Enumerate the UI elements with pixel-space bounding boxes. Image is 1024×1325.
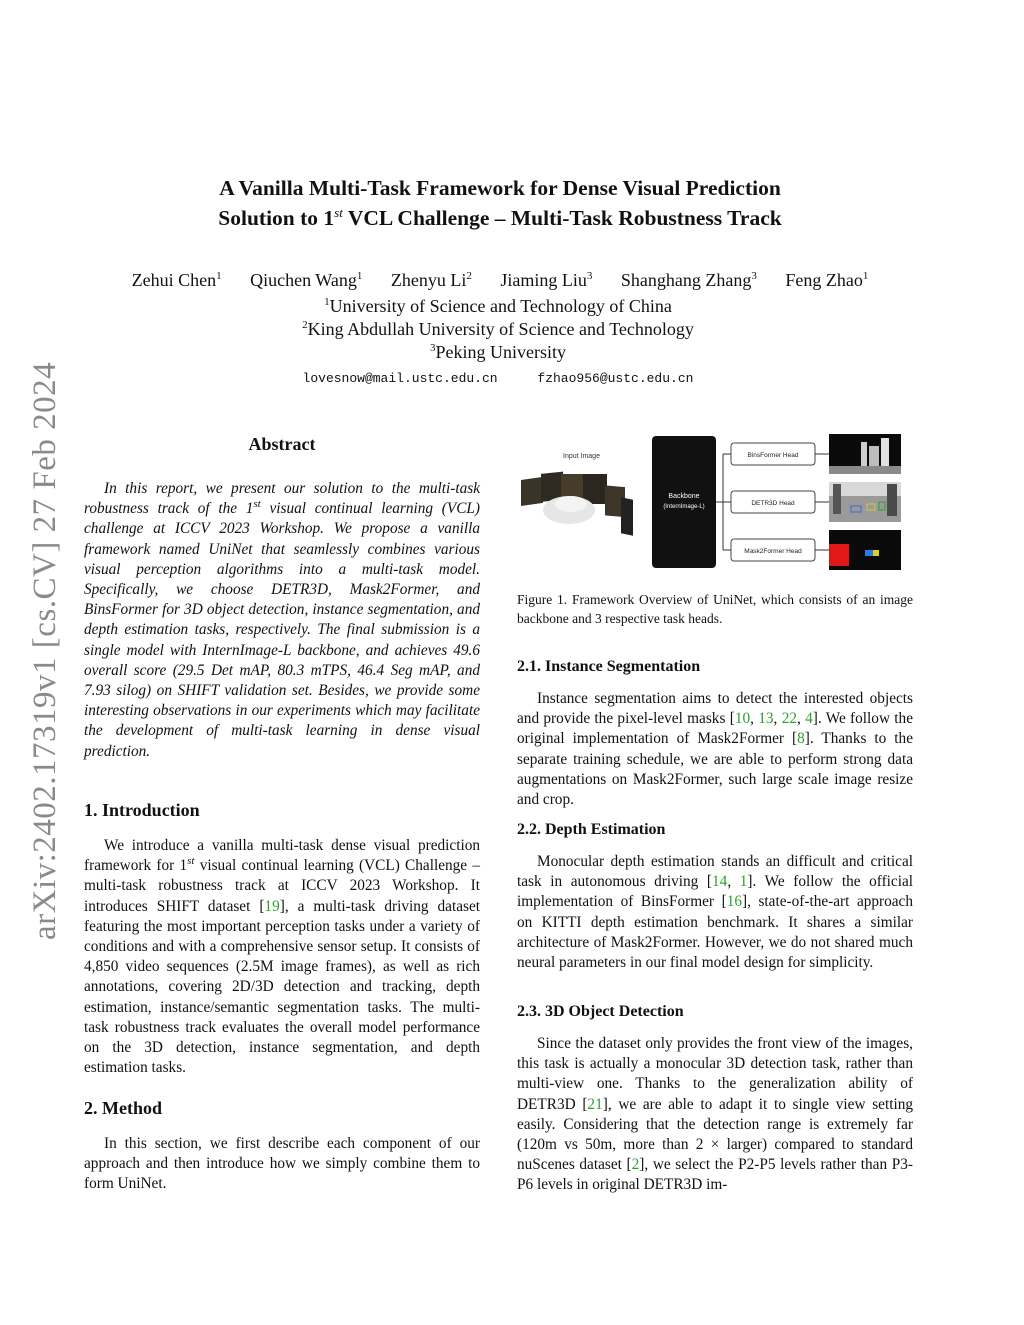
mask2former-head-label: Mask2Former Head <box>744 548 802 555</box>
citation-link[interactable]: 14 <box>712 873 728 891</box>
citation-link[interactable]: 8 <box>797 730 805 748</box>
figure-framework-overview <box>521 432 903 574</box>
author: Shanghang Zhang$^3$ <box>620 270 757 290</box>
section-heading-method: 2. Method <box>84 1098 162 1118</box>
citation-link[interactable]: 4 <box>805 710 813 728</box>
email: fzhao956@ustc.edu.cn <box>537 371 694 386</box>
citation-link[interactable]: 2 <box>631 1156 640 1174</box>
paper-title-line2: Solution to 1st VCL Challenge – Multi-Task Robustness Track <box>218 204 782 230</box>
input-image-label: Input Image <box>563 453 600 460</box>
backbone-sub-label: (InternImage-L) <box>663 504 705 510</box>
email: lovesnow@mail.ustc.edu.cn <box>302 371 498 386</box>
affiliation: $^2$King Abdullah University of Science and Technology <box>302 319 694 339</box>
author: Zehui Chen$^1$ <box>131 270 222 290</box>
abstract-heading: Abstract <box>248 434 316 454</box>
citation-link[interactable]: 1 <box>739 873 748 891</box>
author: Zhenyu Li$^2$ <box>390 270 472 290</box>
segmentation-output-image <box>829 530 901 570</box>
introduction-body: We introduce a vanilla multi-task dense visual prediction framework for 1st visual continual learning (VCL) Challenge – multi-task robustness track at ICCV 2023 Workshop. It introduces SHIFT dataset [19], a multi-task driving dataset featuring the most important perception tasks under a variety of conditions and with a comprehensive sensor setup. It consists of 4,850 video sequences (2.5M image frames), as well as rich annotations, covering 2D/3D detection and tracking, depth estimation, instance/semantic segmentation tasks. The multi-task robustness track evaluates the overall model performance on the 3D detection, instance segmentation, and depth estimation tasks. <box>84 837 480 1077</box>
framework-diagram <box>521 432 903 574</box>
arxiv-identifier: arXiv:2402.17319v1 [cs.CV] 27 Feb 2024 <box>27 361 63 940</box>
subsection-heading-depth-estimation: 2.2. Depth Estimation <box>517 821 666 838</box>
citation-link[interactable]: 16 <box>726 893 742 911</box>
3d-object-detection-body: Since the dataset only provides the front view of the images, this task is actually a monocular 3D detection task, rather than multi-view one. Thanks to the generalization ability of DETR3D [21], we are able to adapt it to single view setting easily. Considering that the detection range is extremely far (120m vs 50m, more than 2 × larger) compared to standard nuScenes dataset [2], we select the P2-P5 levels rather than P3-P6 levels in original DETR3D im- <box>517 1035 913 1194</box>
affiliation: $^3$Peking University <box>430 342 566 362</box>
method-body: In this section, we first describe each component of our approach and then introduce how we simply combine them to form UniNet. <box>84 1135 480 1193</box>
subsection-heading-3d-object-detection: 2.3. 3D Object Detection <box>517 1003 684 1020</box>
citation-link[interactable]: 19 <box>264 897 280 915</box>
citation-link[interactable]: 21 <box>587 1095 603 1113</box>
figure-caption: Figure 1. Framework Overview of UniNet, which consists of an image backbone and 3 respective task heads. <box>517 592 913 626</box>
input-image-stack <box>521 472 633 536</box>
affiliation: $^1$University of Science and Technology of China <box>324 296 672 316</box>
author: Qiuchen Wang$^1$ <box>250 270 363 290</box>
backbone-block <box>652 436 716 568</box>
backbone-label: Backbone <box>668 493 700 500</box>
detr3d-head-label: DETR3D Head <box>751 500 795 507</box>
author-list <box>0 270 1000 291</box>
author: Feng Zhao$^1$ <box>785 270 869 290</box>
paper-title-line1: A Vanilla Multi-Task Framework for Dense Visual Prediction <box>219 176 781 200</box>
citation-link[interactable]: 10 <box>734 710 751 728</box>
citation-link[interactable]: 22 <box>781 710 797 728</box>
section-heading-introduction: 1. Introduction <box>84 800 200 820</box>
depth-output-image <box>829 434 901 474</box>
detection-output-image <box>829 482 901 522</box>
subsection-heading-instance-segmentation: 2.1. Instance Segmentation <box>517 658 701 675</box>
author: Jiaming Liu$^3$ <box>500 270 593 290</box>
author-emails <box>0 371 996 386</box>
binsformer-head-label: BinsFormer Head <box>747 452 799 459</box>
abstract-body: In this report, we present our solution to the multi-task robustness track of the 1st visual continual learning (VCL) challenge at ICCV 2023 Workshop. We propose a vanilla framework named UniNet that seamlessly combines various visual perception algorithms into a multi-task model. Specifically, we choose DETR3D, Mask2Former, and BinsFormer for 3D object detection, instance segmentation, and depth estimation tasks, respectively. The final submission is a single model with InternImage-L backbone, and achieves 49.6 overall score (29.5 Det mAP, 80.3 mTPS, 46.4 Seg mAP, and 7.93 silog) on SHIFT validation set. Besides, we provide some interesting observations in our experiments which may facilitate the development of multi-task learning in dense visual prediction. <box>84 480 481 760</box>
depth-estimation-body: Monocular depth estimation stands an difficult and critical task in autonomous driving [14, 1]. We follow the official implementation of BinsFormer [16], state-of-the-art approach on KITTI depth estimation benchmark. It shares a similar architecture of Mask2Former. However, we do not shared much neural parameters in our final model design for simplicity. <box>517 853 913 972</box>
citation-link[interactable]: 13 <box>758 710 774 728</box>
instance-segmentation-body: Instance segmentation aims to detect the interested objects and provide the pixel-level masks [10, 13, 22, 4]. We follow the original implementation of Mask2Former [8]. Thanks to the separate training schedule, we are able to perform strong data augmentations on Mask2Former, such large scale image resize and crop. <box>517 690 913 809</box>
